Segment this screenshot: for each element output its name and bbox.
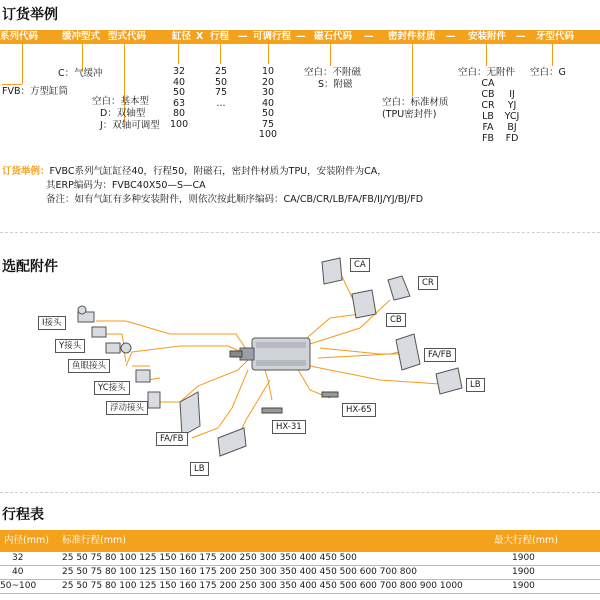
connector-series xyxy=(22,44,23,84)
adj-stroke-75: 75 xyxy=(261,118,275,130)
row-standard: 25 50 75 80 100 125 150 160 175 200 250 300 350 400 450 500 600 700 800 xyxy=(62,567,417,577)
stroke-more: ... xyxy=(216,97,226,109)
label-right-fafb: FA/FB xyxy=(424,348,456,362)
header-dash-2: — xyxy=(296,31,306,42)
header-dash-4: — xyxy=(446,31,456,42)
series-desc: FVB：方型缸筒 xyxy=(2,86,68,97)
row-max: 1900 xyxy=(512,567,535,577)
label-cb: CB xyxy=(386,313,406,327)
adj-stroke-20: 20 xyxy=(261,76,275,88)
bore-40: 40 xyxy=(172,76,186,88)
mount-ca: CA xyxy=(481,78,495,89)
mount-cb: CB xyxy=(481,89,495,100)
row-standard: 25 50 75 80 100 125 150 160 175 200 250 300 350 400 450 500 xyxy=(62,553,357,563)
label-right-lb: LB xyxy=(466,378,485,392)
bore-50: 50 xyxy=(172,87,186,98)
table-row xyxy=(0,566,600,580)
stroke-table-header xyxy=(0,530,600,552)
connector-thread xyxy=(552,44,553,66)
header-standard-col: 标准行程(mm) xyxy=(62,535,126,546)
mount-ij: IJ xyxy=(509,89,515,100)
header-max-col: 最大行程(mm) xyxy=(494,535,558,546)
example-line1: FVBC系列气缸缸径40，行程50，附磁石，密封件材质为TPU，安装附件为CA， xyxy=(49,166,387,177)
adj-stroke-100: 100 xyxy=(258,129,278,140)
thread-code: 空白：G xyxy=(530,67,566,78)
stroke-50: 50 xyxy=(214,76,228,88)
row-standard: 25 50 75 80 100 125 150 160 175 200 250 300 350 400 450 500 600 700 800 900 1000 xyxy=(62,581,463,591)
bore-100: 100 xyxy=(170,118,189,130)
left-flange-part xyxy=(180,392,200,436)
cb-part xyxy=(352,290,376,318)
right-flange-part xyxy=(396,334,420,370)
header-thread-code: 牙型代码 xyxy=(536,31,575,42)
connector-stroke xyxy=(220,44,221,64)
cr-part xyxy=(388,276,410,300)
bore-list xyxy=(170,67,188,130)
seal-tpu: (TPU密封件) xyxy=(382,109,437,120)
label-ca: CA xyxy=(350,258,370,272)
label-y-joint: Y接头 xyxy=(55,339,85,353)
left-foot-part xyxy=(218,428,246,456)
adj-stroke-40: 40 xyxy=(261,97,275,109)
magnet-with: S：附磁 xyxy=(318,79,353,90)
mount-bj: BJ xyxy=(507,122,517,133)
header-dash-3: — xyxy=(364,31,374,42)
adj-stroke-30: 30 xyxy=(261,87,275,98)
bore-63: 63 xyxy=(172,97,186,109)
header-type-code: 型式代码 xyxy=(108,31,147,42)
screw-parts xyxy=(262,392,338,413)
table-row xyxy=(0,580,600,594)
mount-col1 xyxy=(478,78,498,144)
label-rod-eye: 鱼眼接头 xyxy=(68,359,110,373)
stroke-list xyxy=(212,67,230,109)
label-i-joint: I接头 xyxy=(38,316,66,330)
header-series-code: 系列代码 xyxy=(0,31,39,42)
connector-adj-stroke xyxy=(268,44,269,64)
stroke-75: 75 xyxy=(214,87,228,98)
mount-col2 xyxy=(500,89,524,144)
stroke-25: 25 xyxy=(214,66,228,77)
header-stroke: 行程 xyxy=(210,31,230,42)
stroke-table-title: 行程表 xyxy=(2,507,44,523)
table-row xyxy=(0,552,600,566)
row-bore: 40 xyxy=(12,567,24,577)
seal-list xyxy=(382,97,449,121)
connector-mount xyxy=(486,44,487,66)
header-dash-1: — xyxy=(238,31,248,42)
cushion-desc: C：气缓冲 xyxy=(58,68,103,79)
type-code-basic: 空白：基本型 xyxy=(92,96,150,107)
header-bore: 缸径 xyxy=(172,31,192,42)
rod-eye-part xyxy=(106,343,120,353)
magnet-list xyxy=(304,67,361,91)
adj-stroke-50: 50 xyxy=(261,108,275,119)
type-code-list xyxy=(92,96,160,132)
float-joint-part xyxy=(148,392,160,408)
label-hx65: HX-65 xyxy=(342,403,376,417)
mount-fa: FA xyxy=(482,122,494,133)
header-magnet-code: 磁石代码 xyxy=(314,31,353,42)
adj-stroke-10: 10 xyxy=(261,66,275,77)
label-left-lb: LB xyxy=(190,462,209,476)
mount-ycj: YCJ xyxy=(504,111,520,122)
example-line3: 备注：如有气缸有多种安装附件，则依次按此顺序编码：CA/CB/CR/LB/FA/FB/IJ/YJ/BJ/FD xyxy=(46,194,424,205)
y-joint-part xyxy=(92,327,106,337)
right-foot-part xyxy=(436,368,462,394)
connector-bore xyxy=(178,44,179,64)
row-bore: 50~100 xyxy=(0,581,37,591)
ca-part xyxy=(322,258,342,284)
header-mount: 安装附件 xyxy=(468,31,507,42)
label-hx31: HX-31 xyxy=(272,420,306,434)
order-code-header xyxy=(0,30,600,44)
label-float-joint: 浮动接头 xyxy=(106,401,148,415)
yc-joint-part xyxy=(136,370,150,382)
seal-standard: 空白：标准材质 xyxy=(382,97,449,108)
header-bore-col: 内径(mm) xyxy=(4,535,49,546)
header-seal: 密封件材质 xyxy=(388,31,436,42)
mount-fb: FB xyxy=(482,133,494,144)
header-dash-5: — xyxy=(516,31,526,42)
order-example-title: 订货举例 xyxy=(2,7,58,23)
label-yc-joint: YC接头 xyxy=(94,381,130,395)
bore-32: 32 xyxy=(172,66,186,77)
bore-80: 80 xyxy=(172,108,186,119)
type-code-double-adj: J：双轴可调型 xyxy=(100,120,160,131)
mount-cr: CR xyxy=(481,100,495,111)
mount-lb: LB xyxy=(482,111,494,122)
label-left-fafb: FA/FB xyxy=(156,432,188,446)
left-mount-parts xyxy=(180,392,246,456)
mount-yj: YJ xyxy=(507,100,517,111)
order-example-text xyxy=(2,165,423,207)
example-label: 订货举例： xyxy=(2,166,50,177)
header-adj-stroke: 可调行程 xyxy=(253,31,292,42)
label-cr: CR xyxy=(418,276,438,290)
connector-seal xyxy=(412,44,413,96)
row-max: 1900 xyxy=(512,581,535,591)
row-bore: 32 xyxy=(12,553,24,563)
connector-series-h xyxy=(2,84,22,85)
header-x: X xyxy=(196,31,204,42)
mount-first: 空白：无附件 xyxy=(458,67,516,78)
adj-stroke-list xyxy=(258,67,278,141)
type-code-double: D：双轴型 xyxy=(100,108,146,119)
screw-hx65 xyxy=(322,392,338,397)
connector-magnet xyxy=(330,44,331,66)
screw-hx31 xyxy=(262,408,282,413)
section-divider-1 xyxy=(0,232,600,233)
example-line2: 其ERP编码为：FVBC40X50—S—CA xyxy=(46,180,206,191)
row-max: 1900 xyxy=(512,553,535,563)
section-divider-2 xyxy=(0,492,600,493)
header-cushion-type: 缓冲型式 xyxy=(62,31,101,42)
accessories-title: 选配附件 xyxy=(2,259,58,275)
magnet-none: 空白：不附磁 xyxy=(304,67,362,78)
mount-fd: FD xyxy=(505,133,519,144)
